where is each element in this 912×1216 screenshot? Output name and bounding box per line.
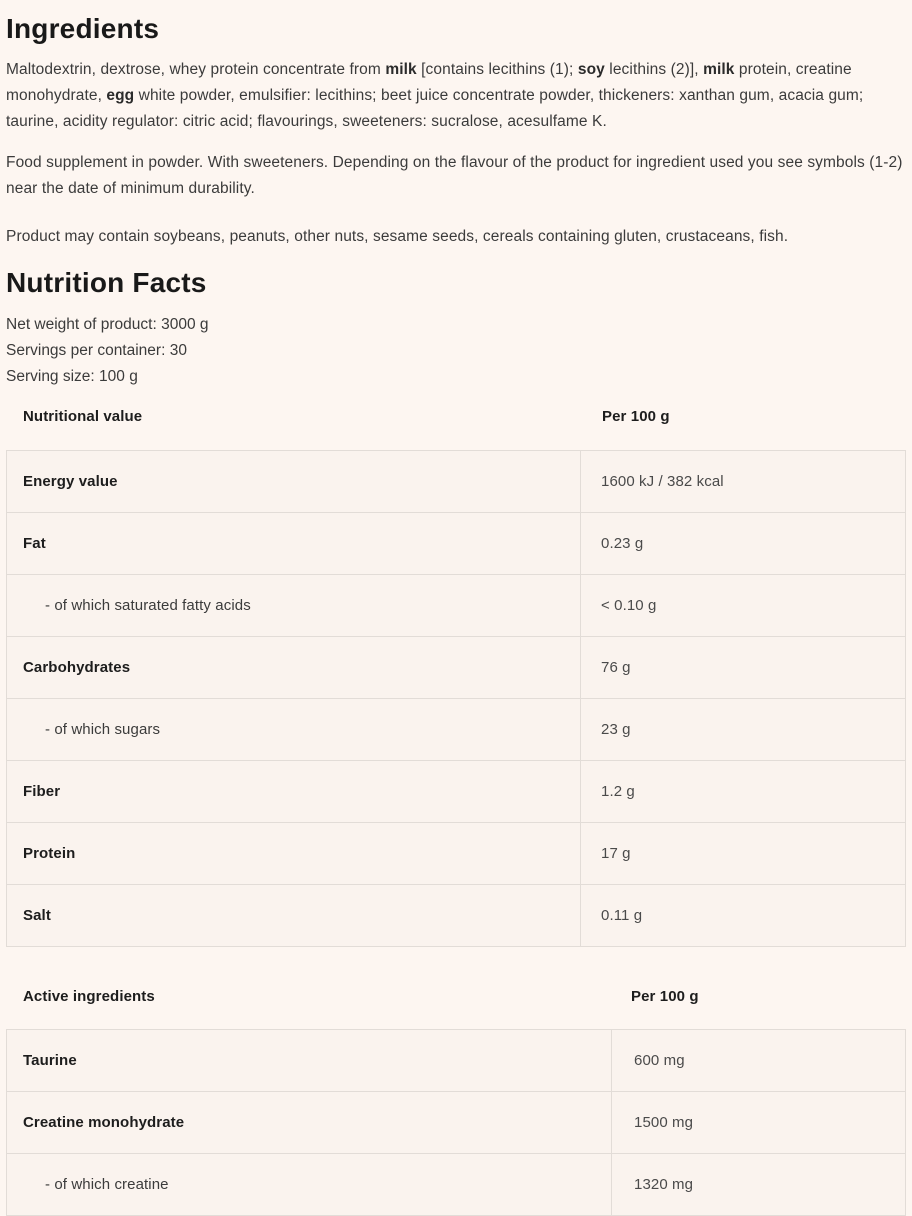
allergen-note-paragraph: Product may contain soybeans, peanuts, other nuts, sesame seeds, cereals containing gluten, crustaceans, fish. — [6, 228, 789, 245]
ingredient-segment: [contains lecithins (1); — [416, 61, 578, 78]
table-row-sugars — [7, 699, 906, 761]
serving-size-line: Serving size: 100 g — [6, 368, 138, 385]
row-label: Protein — [7, 823, 581, 885]
content-area — [0, 12, 912, 1216]
serving-info-block — [6, 312, 906, 390]
row-label: Taurine — [7, 1030, 612, 1092]
per-100g-column-header: Per 100 g — [631, 988, 699, 1005]
row-label: Fat — [7, 513, 581, 575]
row-value: 76 g — [581, 637, 906, 699]
row-value: 0.23 g — [581, 513, 906, 575]
row-label-indented: - of which creatine — [7, 1154, 612, 1216]
table-row-carbohydrates — [7, 637, 906, 699]
row-value: 1500 mg — [612, 1092, 906, 1154]
nutritional-table-header-row — [6, 404, 906, 430]
ingredients-section-title: Ingredients — [6, 13, 160, 44]
row-label: Fiber — [7, 761, 581, 823]
table-row-fat — [7, 513, 906, 575]
table-row-energy — [7, 451, 906, 513]
row-value: 1.2 g — [581, 761, 906, 823]
row-label-indented: - of which sugars — [7, 699, 581, 761]
ingredient-segment: lecithins (2)], — [604, 61, 704, 78]
row-label: Energy value — [7, 451, 581, 513]
table-row-saturated-fat — [7, 575, 906, 637]
ingredient-allergen-egg: egg — [106, 87, 135, 104]
table-row-fiber — [7, 761, 906, 823]
row-value: 17 g — [581, 823, 906, 885]
ingredient-allergen-soy: soy — [577, 61, 605, 78]
nutritional-values-table — [6, 450, 906, 947]
row-label: Creatine monohydrate — [7, 1092, 612, 1154]
row-value: 1320 mg — [612, 1154, 906, 1216]
servings-per-container-line: Servings per container: 30 — [6, 342, 187, 359]
row-value: < 0.10 g — [581, 575, 906, 637]
supplement-note-paragraph: Food supplement in powder. With sweeteners. Depending on the flavour of the product for ingredient used you see symbols (1-2) near the date of minimum durability. — [6, 154, 903, 197]
per-100g-column-header: Per 100 g — [602, 408, 670, 425]
nutritional-value-column-header: Nutritional value — [23, 408, 143, 425]
active-ingredients-table-header-row — [6, 984, 906, 1010]
net-weight-line: Net weight of product: 3000 g — [6, 316, 209, 333]
nutrition-facts-section-title: Nutrition Facts — [6, 267, 207, 298]
active-ingredients-table — [6, 1029, 906, 1216]
table-row-salt — [7, 885, 906, 947]
row-value: 600 mg — [612, 1030, 906, 1092]
table-row-creatine-monohydrate — [7, 1092, 906, 1154]
ingredients-paragraph — [6, 57, 906, 135]
row-label-indented: - of which saturated fatty acids — [7, 575, 581, 637]
row-value: 0.11 g — [581, 885, 906, 947]
table-row-taurine — [7, 1030, 906, 1092]
product-details-page — [0, 12, 912, 1216]
ingredient-segment: Maltodextrin, dextrose, whey protein concentrate from — [6, 61, 386, 78]
ingredient-allergen-milk: milk — [703, 61, 735, 78]
ingredient-segment: white powder, emulsifier: lecithins; beet juice concentrate powder, thickeners: xanthan gum, acacia gum; taurine, acidity regulator: citric acid; flavourings, sweeteners: sucralose, acesulfame K. — [6, 87, 864, 130]
table-row-protein — [7, 823, 906, 885]
row-label: Salt — [7, 885, 581, 947]
ingredient-allergen-milk: milk — [385, 61, 417, 78]
active-ingredients-column-header: Active ingredients — [23, 988, 155, 1005]
ingredient-segment: protein, creatine monohydrate, — [6, 61, 852, 104]
row-label: Carbohydrates — [7, 637, 581, 699]
row-value: 1600 kJ / 382 kcal — [581, 451, 906, 513]
table-row-creatine — [7, 1154, 906, 1216]
row-value: 23 g — [581, 699, 906, 761]
